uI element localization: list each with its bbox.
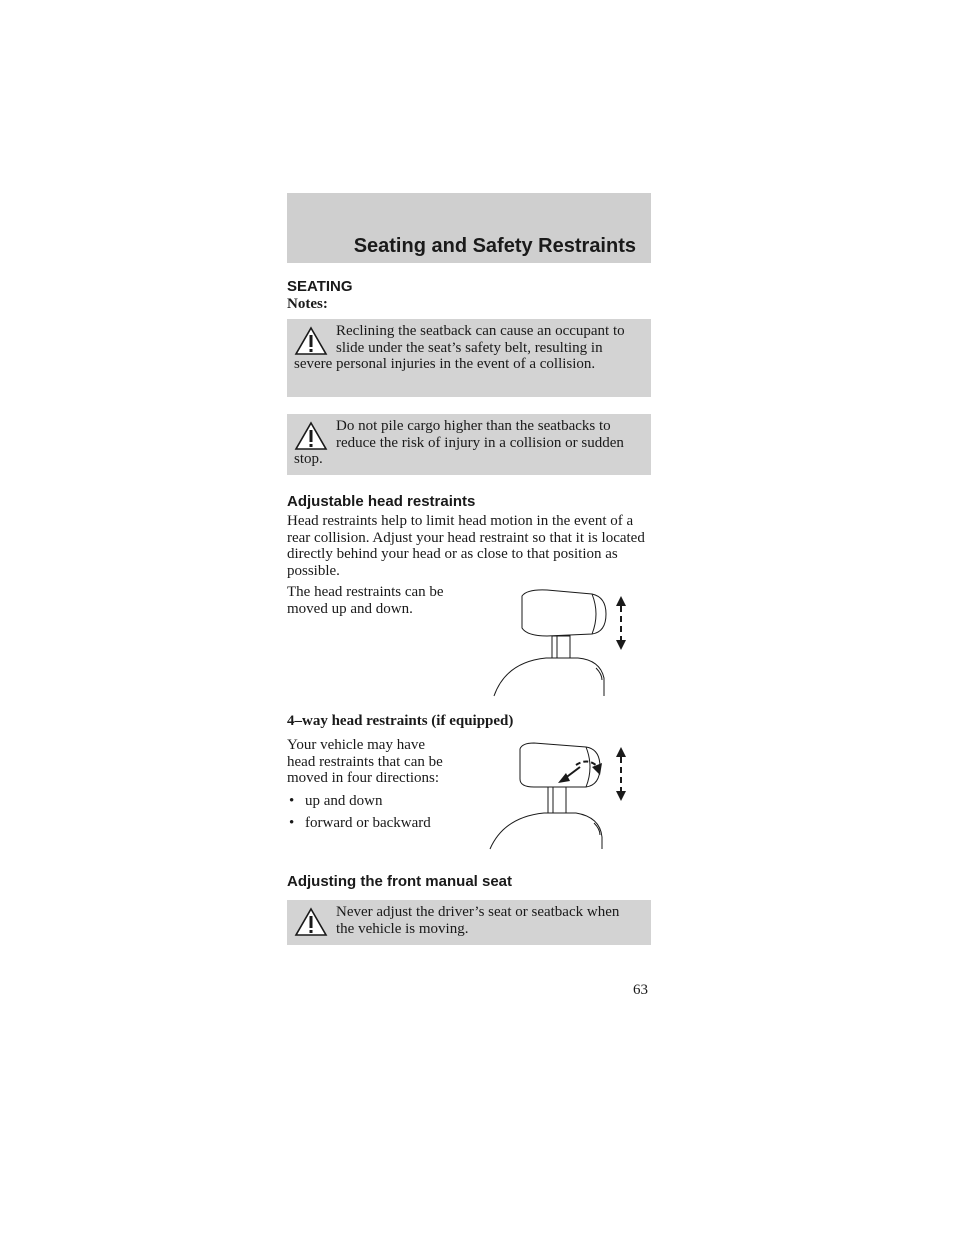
warning-text-reclining: Reclining the seatback can cause an occupant to slide under the seat’s safety belt, resulting in severe personal injuries in the event of a collision. [294, 323, 625, 372]
fourway-bullet-list [287, 793, 447, 832]
section-title-fourway: 4–way head restraints (if equipped) [287, 713, 514, 729]
fourway-paragraph: Your vehicle may have head restraints that can be moved in four directions: [287, 737, 443, 786]
warning-triangle-icon [294, 421, 328, 451]
section-title-front-seat: Adjusting the front manual seat [287, 873, 513, 890]
page-number: 63 [633, 982, 648, 998]
warning-box-driver-seat [287, 900, 651, 945]
section-title-seating: SEATING [287, 278, 353, 295]
adjustable-figure-row [287, 584, 651, 702]
head-restraint-up-down-illustration [492, 588, 632, 700]
head-restraint-four-way-illustration [488, 737, 634, 853]
warning-text-cargo: Do not pile cargo higher than the seatbacks to reduce the risk of injury in a collision or sudden stop. [294, 418, 624, 467]
list-item: • forward or backward [287, 815, 447, 832]
chapter-title: Seating and Safety Restraints [353, 235, 636, 257]
warning-triangle-icon [294, 907, 328, 937]
adjustable-caption: The head restraints can be moved up and down. [287, 584, 444, 617]
warning-text-driver-seat: Never adjust the driver’s seat or seatback when the vehicle is moving. [336, 904, 620, 937]
adjustable-paragraph: Head restraints help to limit head motion in the event of a rear collision. Adjust your head restraint so that it is located directly behind your head or as close to that position as possible. [287, 513, 645, 579]
warning-box-reclining [287, 319, 651, 397]
list-item: • up and down [287, 793, 447, 810]
manual-page [287, 193, 651, 945]
warning-triangle-icon [294, 326, 328, 356]
fourway-figure-row [287, 737, 651, 867]
section-title-adjustable: Adjustable head restraints [287, 493, 476, 510]
chapter-header [287, 193, 651, 263]
warning-box-cargo [287, 414, 651, 475]
notes-label: Notes: [287, 296, 328, 312]
